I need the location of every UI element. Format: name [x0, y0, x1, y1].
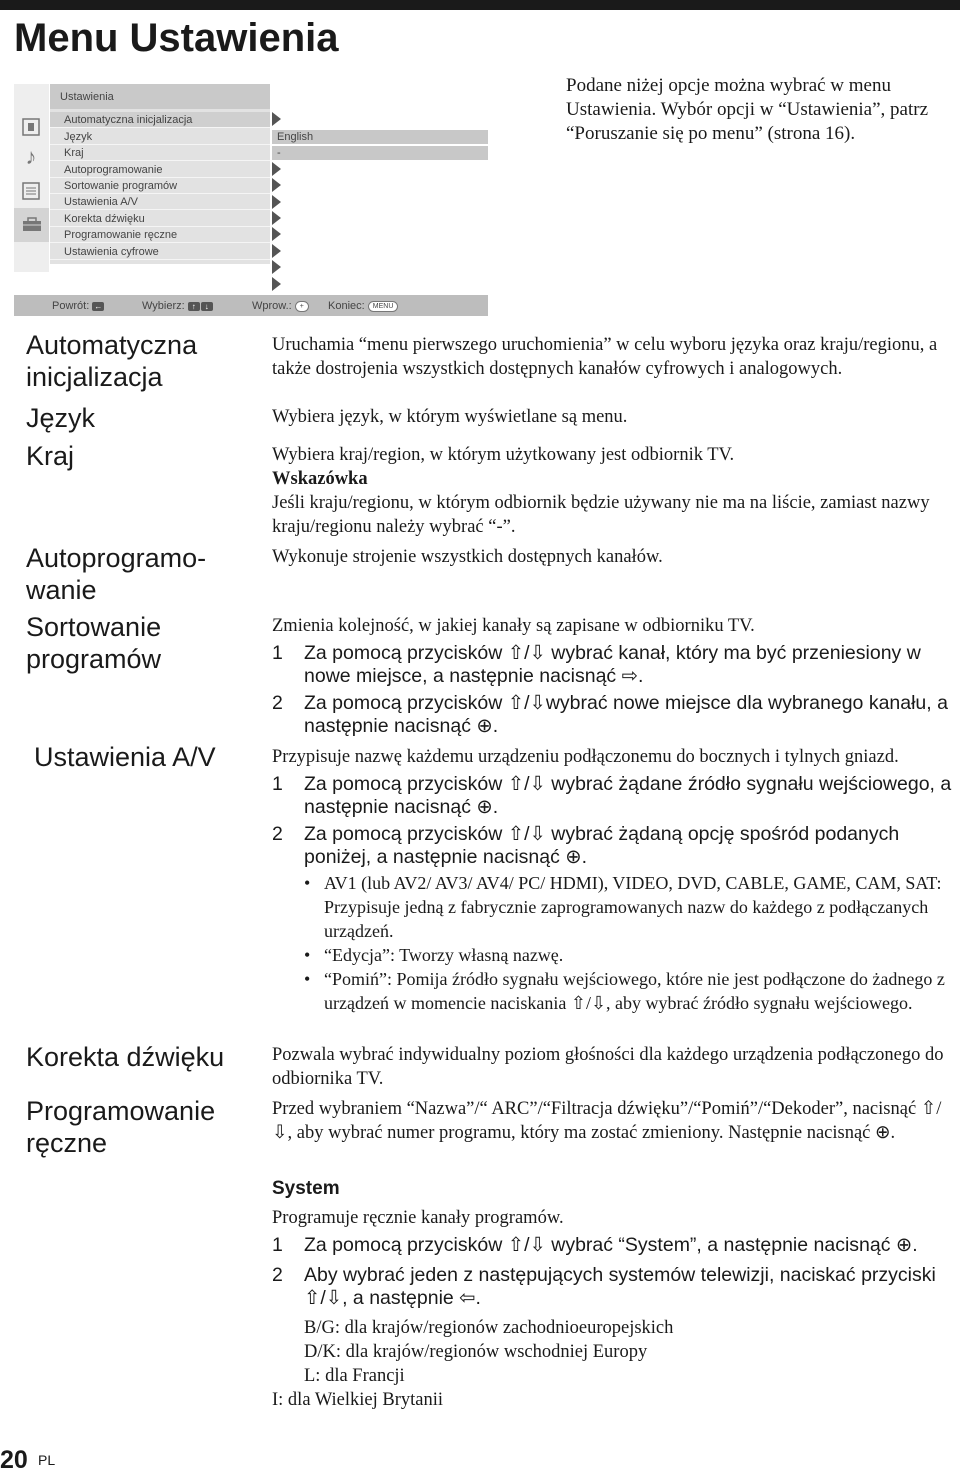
osd-enter-hint: Wprow.: + — [252, 300, 309, 312]
osd-item-sound[interactable]: Korekta dźwięku — [50, 211, 270, 227]
system-bg: B/G: dla krajów/regionów zachodnioeuropejskich — [304, 1318, 674, 1338]
osd-back-hint: Powrót: ← — [52, 300, 103, 312]
desc-system: Programuje ręcznie kanały programów. — [272, 1208, 564, 1228]
osd-arrow-icon — [272, 162, 281, 176]
osd-key-guide — [14, 295, 488, 316]
osd-item-av[interactable]: Ustawienia A/V — [50, 194, 270, 210]
desc-autoprog: Wykonuje strojenie wszystkich dostępnych kanałów. — [272, 547, 663, 567]
settings-toolbox-icon — [14, 208, 49, 242]
intro-text: Podane niżej opcje można wybrać w menu Ustawienia. Wybór opcji w “Ustawienia”, patrz “Poruszanie się po menu” (strona 16). — [566, 75, 929, 144]
system-l: L: dla Francji — [304, 1366, 405, 1386]
osd-arrow-icon — [272, 112, 281, 126]
desc-av: Przypisuje nazwę każdemu urządzeniu podłączonemu do bocznych i tylnych gniazd. — [272, 747, 899, 767]
desc-sound: Pozwala wybrać indywidualny poziom głośności dla każdego urządzenia podłączonego do odbiornika TV. — [272, 1045, 944, 1089]
desc-manual: Przed wybraniem “Nazwa”/“ ARC”/“Filtracja dźwięku”/“Pomiń”/“Dekoder”, nacisnąć ⇧/⇩, aby wybrać numer programu, który ma zostać zmieniony. Następnie nacisnąć ⊕. — [272, 1099, 942, 1143]
down-key-icon: ↓ — [201, 302, 213, 311]
osd-item-country[interactable]: Kraj — [50, 145, 270, 161]
list-icon — [20, 180, 42, 202]
page-language: PL — [38, 1452, 56, 1468]
osd-menu-header: Ustawienia — [50, 84, 270, 109]
osd-item-language[interactable]: Język — [50, 129, 270, 145]
system-heading: System — [272, 1178, 340, 1199]
system-i: I: dla Wielkiej Brytanii — [272, 1390, 444, 1410]
osd-exit-hint: Koniec: MENU — [328, 300, 398, 312]
top-rule — [0, 0, 960, 10]
term-country: Kraj — [26, 441, 75, 471]
desc-sort: Zmienia kolejność, w jakiej kanały są zapisane w odbiorniku TV. — [272, 616, 755, 636]
desc-auto-init: Uruchamia “menu pierwszego uruchomienia” w celu wyboru języka oraz kraju/regionu, a także dostrojenia wszystkich dostępnych kanałów cyfrowych i analogowych. — [272, 335, 938, 379]
osd-item-auto-init[interactable]: Automatyczna inicjalizacja — [50, 112, 270, 128]
term-av: Ustawienia A/V — [34, 742, 216, 772]
enter-key-icon: + — [295, 301, 309, 312]
osd-icon-column — [14, 84, 49, 272]
osd-item-manual[interactable]: Programowanie ręczne — [50, 227, 270, 243]
page-number: 20 — [0, 1446, 28, 1474]
osd-arrow-icon — [272, 227, 281, 241]
term-sound: Korekta dźwięku — [26, 1042, 225, 1072]
osd-item-sort[interactable]: Sortowanie programów — [50, 178, 270, 194]
picture-icon — [20, 116, 42, 138]
osd-value-country: - — [272, 146, 488, 160]
term-sort: Sortowanie programów — [26, 612, 162, 674]
osd-item-digital[interactable]: Ustawienia cyfrowe — [50, 244, 270, 260]
osd-arrow-icon — [272, 260, 281, 274]
osd-arrow-icon — [272, 195, 281, 209]
term-language: Język — [26, 403, 96, 433]
up-key-icon: ↑ — [188, 302, 200, 311]
menu-key-icon: MENU — [368, 301, 399, 312]
osd-arrow-icon — [272, 211, 281, 225]
osd-value-language: English — [272, 130, 488, 144]
osd-select-hint: Wybierz: ↑ ↓ — [142, 300, 214, 312]
term-autoprog: Autoprogramo- wanie — [26, 543, 207, 605]
music-note-icon: ♪ — [25, 144, 37, 169]
osd-arrow-icon — [272, 244, 281, 258]
tip-label: Wskazówka — [272, 469, 368, 489]
osd-arrow-icon — [272, 277, 281, 291]
system-dk: D/K: dla krajów/regionów wschodniej Europy — [304, 1342, 648, 1362]
osd-menu-illustration — [14, 82, 488, 318]
tip-text: Jeśli kraju/regionu, w którym odbiornik będzie używany nie ma na liście, zamiast nazwy kraju/regionu należy wybrać “-”. — [272, 493, 930, 537]
desc-country: Wybiera kraj/region, w którym użytkowany jest odbiornik TV. — [272, 445, 735, 465]
osd-arrow-icon — [272, 178, 281, 192]
term-manual: Programowanie ręczne — [26, 1096, 216, 1158]
term-auto-init: Automatyczna inicjalizacja — [26, 330, 198, 392]
osd-item-autoprog[interactable]: Autoprogramowanie — [50, 162, 270, 178]
desc-language: Wybiera język, w którym wyświetlane są menu. — [272, 407, 628, 427]
back-key-icon: ← — [94, 301, 103, 311]
page-title: Menu Ustawienia — [14, 16, 339, 60]
